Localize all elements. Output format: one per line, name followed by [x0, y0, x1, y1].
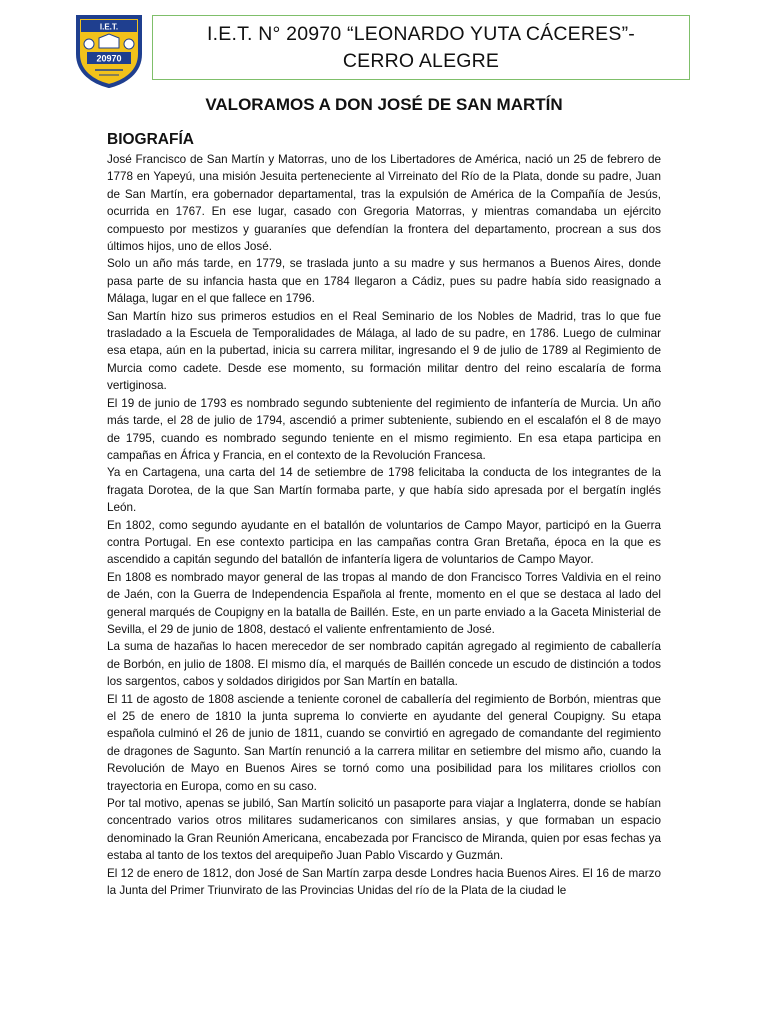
logo-banner-text: I.E.T.	[99, 22, 119, 32]
paragraph: Ya en Cartagena, una carta del 14 de setiembre de 1798 felicitaba la conducta de los integrantes de la fragata Dorotea, de la que San Martín formaba parte, y que había sido apresada por el bergatín inglés León.	[107, 466, 661, 515]
paragraph: En 1808 es nombrado mayor general de las tropas al mando de don Francisco Torres Valdivia en el reino de Jaén, con la Guerra de Independencia Española al frente, momento en el que se destaca al lado del general marqués de Coupigny en la batalla de Baillén. Este, en un parte enviado a la Gaceta Ministerial de Sevilla, el 29 de junio de 1808, destacó el valiente enfrentamiento de José.	[107, 570, 661, 636]
school-logo	[75, 14, 143, 88]
paragraph: El 19 de junio de 1793 es nombrado segundo subteniente del regimiento de infantería de Murcia. Un año más tarde, el 28 de julio de 1794, ascendió a primer subteniente, subiendo en el escalafón el 8 de mayo de 1795, cuando es nombrado segundo teniente en el mismo regimiento. En esa etapa participa en campañas en África y Francia, en el contexto de la Revolución Francesa.	[107, 396, 661, 462]
paragraph: La suma de hazañas lo hacen merecedor de ser nombrado capitán agregado al regimiento de caballería de Borbón, en julio de 1808. El mismo día, el marqués de Baillén concede un escudo de distinción a todos los sargentos, cabos y soldados dirigidos por San Martín en batalla.	[107, 640, 661, 689]
biography-text	[107, 151, 661, 899]
document-title: VALORAMOS A DON JOSÉ DE SAN MARTÍN	[205, 95, 563, 114]
logo-number: 20970	[96, 53, 122, 64]
paragraph: José Francisco de San Martín y Matorras, uno de los Libertadores de América, nació un 25 de febrero de 1778 en Yapeyú, una misión Jesuita perteneciente al Virreinato del Río de la Plata, donde su padre, Juan de San Martín, era gobernador departamental, tras la expulsión de América de la Compañía de Jesús, ocurrida en 1767. En ese lugar, casado con Gregoria Matorras, y mientras comandaba un ejército compuesto por mestizos y guaraníes que defendían la frontera del departamento, procrean a sus dos últimos hijos, uno de ellos José.	[107, 153, 661, 254]
paragraph: El 12 de enero de 1812, don José de San Martín zarpa desde Londres hacia Buenos Aires. El 16 de marzo la Junta del Primer Triunvirato de las Provincias Unidas del río de la Plata de la ciudad le	[107, 866, 661, 898]
paragraph: El 11 de agosto de 1808 asciende a teniente coronel de caballería del regimiento de Borbón, mientras que el 25 de enero de 1810 la junta suprema lo convierte en ayudante del general Coupigny. Su etapa española culminó el 26 de junio de 1811, cuando se convirtió en agregado de comandante del regimiento de dragones de Sagunto. San Martín renunció a la carrera militar en setiembre del mismo año, cuando la Revolución de Mayo en Buenos Aires se tornó como una posibilidad para los militares criollos con trayectoria en Europa, como en su caso.	[107, 692, 661, 793]
header-title-box	[152, 15, 690, 80]
paragraph: En 1802, como segundo ayudante en el batallón de voluntarios de Campo Mayor, participó en la Guerra contra Portugal. En ese contexto participa en las campañas contra Gran Bretaña, época en la que es ascendido a capitán segundo del batallón de infantería ligera de voluntarios de Campo Mayor.	[107, 518, 661, 567]
school-shield-icon	[75, 14, 143, 88]
section-heading: BIOGRAFÍA	[107, 131, 194, 148]
paragraph: San Martín hizo sus primeros estudios en el Real Seminario de los Nobles de Madrid, tras lo que fue trasladado a la Escuela de Temporalidades de Málaga, al lado de su padre, en 1786. Luego de culminar esa etapa, aún en la pubertad, inicia su carrera militar, ingresando el 9 de julio de 1789 al Regimiento de Murcia como cadete. Desde ese momento, su formación militar dentro del reino escalaría de forma vertiginosa.	[107, 309, 661, 393]
paragraph: Solo un año más tarde, en 1779, se traslada junto a su madre y sus hermanos a Buenos Aires, donde pasa parte de su infancia hasta que en 1784 llegaron a Cádiz, pues su padre había sido reasignado a Málaga, lugar en el que fallece en 1796.	[107, 257, 661, 306]
paragraph: Por tal motivo, apenas se jubiló, San Martín solicitó un pasaporte para viajar a Inglaterra, donde se habían concentrado varios otros militares sudamericanos con similares ansias, y que formaban un espacio denominado la Gran Reunión Americana, encabezada por Francisco de Miranda, quien por esas fechas ya estaba al tanto de los textos del arequipeño Juan Pablo Viscardo y Guzmán.	[107, 797, 661, 863]
school-name: I.E.T. N° 20970 “LEONARDO YUTA CÁCERES”-CERRO ALEGRE	[207, 22, 635, 72]
